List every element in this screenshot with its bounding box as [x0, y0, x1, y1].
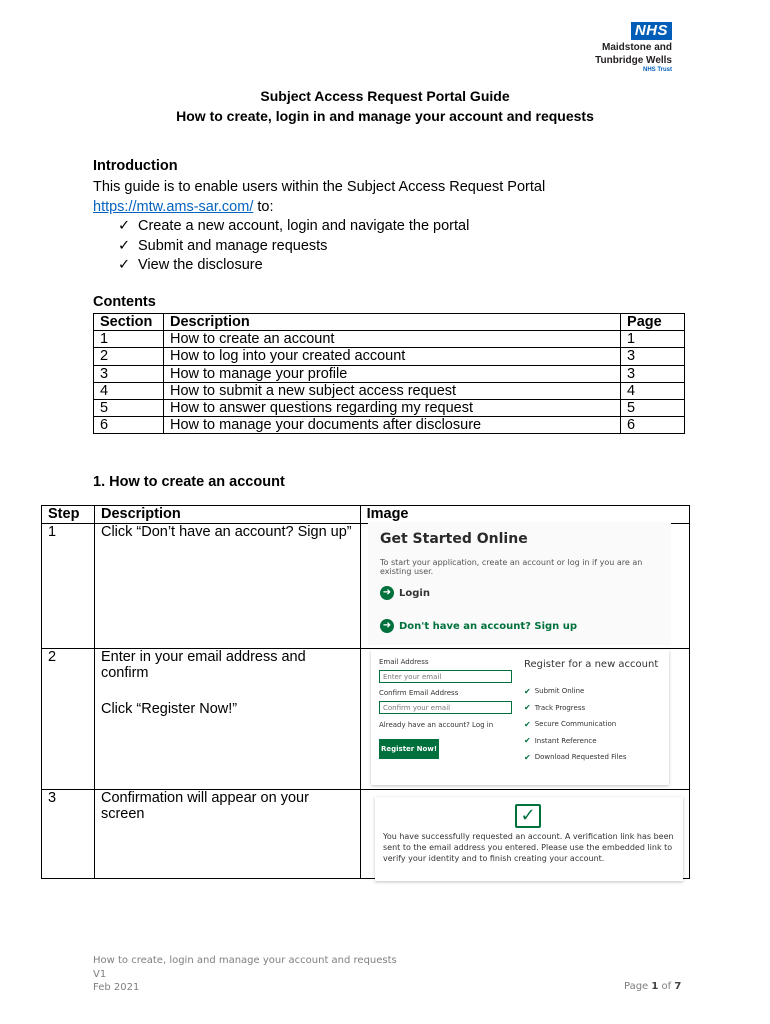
- benefits-list: [524, 683, 627, 766]
- checklist-item: ✓ Create a new account, login and navigate the portal: [118, 217, 469, 237]
- page-cell: 1: [621, 331, 685, 348]
- page-cell: 3: [621, 348, 685, 365]
- portal-link[interactable]: https://mtw.ams-sar.com/: [93, 198, 254, 215]
- section-cell: 3: [94, 365, 164, 382]
- section-cell: 6: [94, 417, 164, 434]
- description-cell: How to answer questions regarding my request: [163, 400, 620, 417]
- contents-row: [94, 417, 685, 434]
- contents-table: [93, 313, 685, 434]
- section1-heading: 1. How to create an account: [93, 474, 285, 490]
- checklist-item: ✓ View the disclosure: [118, 256, 469, 276]
- contents-header-row: [94, 314, 685, 331]
- section-cell: 1: [94, 331, 164, 348]
- section-cell: 2: [94, 348, 164, 365]
- success-check-icon: ✓: [515, 804, 541, 828]
- benefit-item: ✔ Secure Communication: [524, 719, 617, 729]
- benefit-item: ✔ Instant Reference: [524, 736, 597, 746]
- contents-heading: Contents: [93, 294, 156, 310]
- contents-row: [94, 400, 685, 417]
- section-cell: 5: [94, 400, 164, 417]
- screenshot-get-started: [368, 522, 671, 645]
- org-name-line2: Tunbridge Wells: [595, 55, 672, 66]
- benefit-item: ✔ Download Requested Files: [524, 752, 627, 762]
- check-icon: ✓: [118, 257, 131, 273]
- benefit-item: ✔ Track Progress: [524, 703, 586, 713]
- get-started-title: Get Started Online: [380, 531, 528, 547]
- contents-row: [94, 348, 685, 365]
- intro-link-line: [93, 198, 653, 218]
- email-label: Email Address: [379, 658, 429, 666]
- screenshot-register: [371, 650, 669, 785]
- intro-sentence: This guide is to enable users within the Subject Access Request Portal: [93, 179, 546, 195]
- screenshot-confirmation: [375, 797, 683, 881]
- nhs-badge: NHS: [631, 22, 672, 40]
- steps-header-row: [42, 506, 690, 524]
- document-title: Subject Access Request Portal Guide: [260, 88, 510, 104]
- description-cell: How to log into your created account: [163, 348, 620, 365]
- page-cell: 3: [621, 365, 685, 382]
- description-cell: How to manage your documents after disclosure: [163, 417, 620, 434]
- section-cell: 4: [94, 382, 164, 399]
- document-subtitle: How to create, login in and manage your account and requests: [176, 108, 594, 124]
- check-icon: ✔: [524, 719, 531, 729]
- nhs-logo: [492, 22, 672, 74]
- page-cell: 4: [621, 382, 685, 399]
- intro-checklist: [118, 217, 469, 276]
- intro-link-suffix: to:: [253, 198, 274, 215]
- check-icon: ✔: [524, 736, 531, 746]
- description-cell: How to manage your profile: [163, 365, 620, 382]
- contents-row: [94, 382, 685, 399]
- check-icon: ✓: [118, 237, 131, 254]
- footer-version: V1: [93, 968, 107, 980]
- page-number: Page 1 of 7: [624, 981, 682, 992]
- step-number: 2: [42, 648, 95, 789]
- register-now-button[interactable]: Register Now!: [379, 739, 439, 759]
- login-prompt[interactable]: Already have an account? Log in: [379, 721, 494, 729]
- contents-row: [94, 365, 685, 382]
- checklist-item: ✓ Submit and manage requests: [118, 237, 469, 257]
- confirmation-message: You have successfully requested an account. A verification link has been sent to the email address you entered. Please use the embedded link to verify your identity and to finish creating your account.: [383, 832, 674, 863]
- arrow-right-icon: ➜: [380, 586, 394, 600]
- confirm-email-input[interactable]: Confirm your email: [379, 701, 512, 714]
- footer-date: Feb 2021: [93, 982, 140, 993]
- email-input[interactable]: Enter your email: [379, 670, 512, 683]
- col-header-image: Image: [360, 506, 689, 524]
- col-header-description: Description: [94, 506, 360, 524]
- footer: [93, 954, 397, 995]
- check-icon: ✔: [524, 752, 531, 762]
- step-description: Enter in your email address and confirm Click “Register Now!”: [94, 648, 360, 789]
- footer-doc-title: How to create, login and manage your account and requests: [93, 955, 397, 966]
- step-description: Click “Don’t have an account? Sign up”: [94, 523, 360, 648]
- check-icon: ✓: [118, 218, 131, 234]
- col-header-description: Description: [163, 314, 620, 331]
- intro-text: [93, 178, 653, 217]
- step-number: 3: [42, 789, 95, 878]
- page-cell: 6: [621, 417, 685, 434]
- check-icon: ✔: [524, 703, 531, 713]
- signup-link[interactable]: ➜ Don't have an account? Sign up: [380, 619, 577, 633]
- description-cell: How to create an account: [163, 331, 620, 348]
- org-trust: NHS Trust: [642, 67, 672, 73]
- step-number: 1: [42, 523, 95, 648]
- col-header-page: Page: [621, 314, 685, 331]
- register-title: Register for a new account: [524, 659, 659, 670]
- contents-row: [94, 331, 685, 348]
- description-cell: How to submit a new subject access request: [163, 382, 620, 399]
- col-header-step: Step: [42, 506, 95, 524]
- get-started-subtitle: To start your application, create an account or log in if you are an existing user.: [380, 558, 643, 576]
- step-description: Confirmation will appear on your screen: [94, 789, 360, 878]
- benefit-item: ✔ Submit Online: [524, 686, 585, 696]
- confirm-email-label: Confirm Email Address: [379, 689, 459, 697]
- check-icon: ✔: [524, 686, 531, 696]
- org-name-line1: Maidstone and: [601, 42, 672, 53]
- page-cell: 5: [621, 400, 685, 417]
- login-link[interactable]: ➜ Login: [380, 586, 430, 600]
- intro-heading: Introduction: [93, 158, 178, 174]
- col-header-section: Section: [94, 314, 164, 331]
- arrow-right-icon: ➜: [380, 619, 394, 633]
